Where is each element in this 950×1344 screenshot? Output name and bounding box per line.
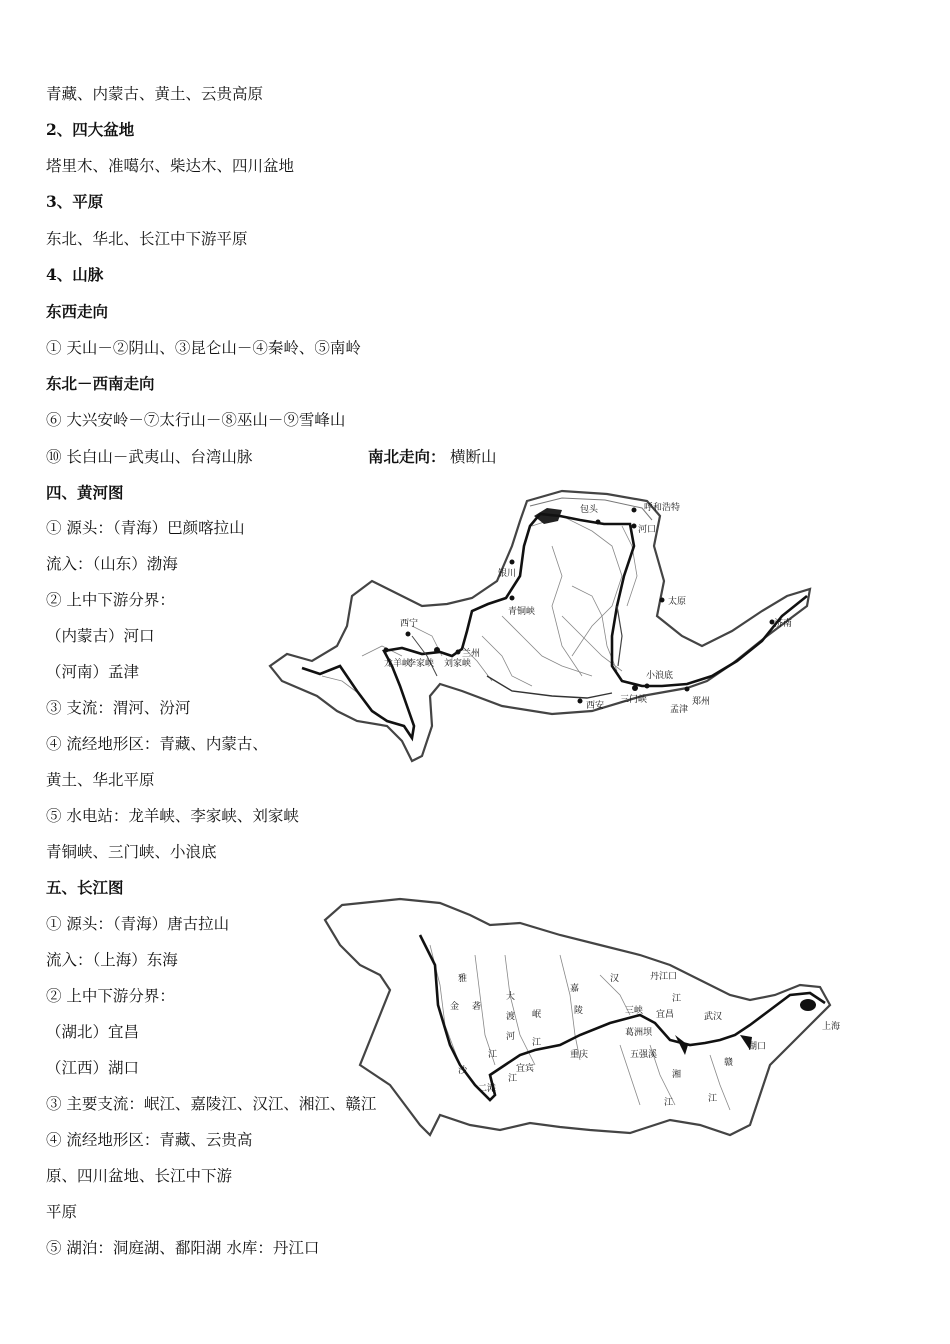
- svg-text:嘉: 嘉: [570, 984, 580, 994]
- svg-text:兰州: 兰州: [462, 649, 481, 659]
- svg-text:呼和浩特: 呼和浩特: [644, 503, 681, 513]
- svg-text:汉: 汉: [610, 974, 620, 984]
- svg-text:太原: 太原: [668, 597, 687, 607]
- text-line: ④ 流经地形区：青藏、内蒙古、: [46, 735, 268, 753]
- text-line: （江西）湖口: [46, 1059, 140, 1077]
- text-line: 流入：（上海）东海: [46, 951, 178, 969]
- svg-text:沙: 沙: [458, 1066, 468, 1076]
- text-line: ③ 支流：渭河、汾河: [46, 699, 191, 717]
- section-heading: 3、平原: [46, 192, 104, 211]
- svg-text:丹江口: 丹江口: [650, 972, 678, 982]
- svg-text:江: 江: [488, 1050, 498, 1060]
- text-line: ⑥ 大兴安岭－⑦太行山－⑧巫山－⑨雪峰山: [46, 411, 346, 429]
- subheading: 东西走向: [46, 302, 109, 321]
- svg-text:刘家峡: 刘家峡: [444, 659, 472, 669]
- svg-text:大: 大: [506, 992, 516, 1002]
- svg-text:三峡: 三峡: [625, 1006, 644, 1016]
- svg-text:李家峡: 李家峡: [407, 659, 435, 669]
- svg-text:渡: 渡: [506, 1012, 516, 1022]
- svg-text:青铜峡: 青铜峡: [508, 607, 536, 617]
- section-heading: 2、四大盆地: [46, 120, 135, 139]
- svg-text:宜昌: 宜昌: [656, 1010, 675, 1020]
- ns-label: 南北走向：: [368, 447, 446, 466]
- text-line: 流入：（山东）渤海: [46, 555, 178, 573]
- svg-text:上海: 上海: [822, 1022, 840, 1032]
- svg-text:郑州: 郑州: [692, 697, 711, 707]
- yangtze-river-course: [420, 935, 825, 1100]
- text-line: ④ 流经地形区：青藏、云贵高: [46, 1131, 253, 1149]
- svg-text:赣: 赣: [724, 1058, 734, 1068]
- svg-text:湘: 湘: [672, 1070, 682, 1080]
- text-line: ③ 主要支流：岷江、嘉陵江、汉江、湘江、赣江: [46, 1095, 377, 1113]
- terrain-lines: [322, 516, 637, 696]
- svg-text:龙羊峡: 龙羊峡: [384, 659, 412, 669]
- svg-text:孟津: 孟津: [670, 705, 689, 715]
- svg-text:西安: 西安: [586, 701, 605, 711]
- text-line: ① 源头：（青海）唐古拉山: [46, 915, 230, 933]
- svg-text:雅: 雅: [458, 974, 468, 984]
- text-line: 黄土、华北平原: [46, 771, 155, 789]
- section-heading: 四、黄河图: [46, 483, 124, 502]
- svg-text:包头: 包头: [580, 505, 599, 515]
- svg-text:济南: 济南: [774, 619, 793, 629]
- svg-text:二滩: 二滩: [478, 1084, 497, 1094]
- text-line: ⑩ 长白山－武夷山、台湾山脉: [46, 448, 253, 466]
- svg-text:河口: 河口: [638, 525, 657, 535]
- svg-text:小浪底: 小浪底: [646, 671, 674, 681]
- text-line: （内蒙古）河口: [46, 627, 155, 645]
- text-line: ⑤ 湖泊：洞庭湖、鄱阳湖 水库：丹江口: [46, 1239, 320, 1257]
- svg-text:江: 江: [532, 1038, 542, 1048]
- svg-text:宜宾: 宜宾: [516, 1064, 535, 1074]
- ns-value: 横断山: [450, 448, 497, 466]
- text-line: ② 上中下游分界：: [46, 591, 175, 609]
- yangtze-river-map: [320, 895, 840, 1145]
- svg-text:江: 江: [664, 1098, 674, 1108]
- yellow-river-labels: [384, 501, 792, 715]
- svg-text:江: 江: [708, 1094, 718, 1104]
- svg-text:重庆: 重庆: [570, 1050, 589, 1060]
- svg-text:砻: 砻: [472, 1002, 482, 1012]
- svg-text:陵: 陵: [574, 1006, 584, 1016]
- svg-text:江: 江: [508, 1074, 518, 1084]
- yangtze-basin-outline: [325, 899, 830, 1135]
- svg-text:三门峡: 三门峡: [620, 695, 648, 705]
- svg-text:岷: 岷: [532, 1010, 542, 1020]
- text-line: 东北、华北、长江中下游平原: [46, 230, 248, 248]
- svg-text:江: 江: [672, 994, 682, 1004]
- text-line: 青藏、内蒙古、黄土、云贵高原: [46, 85, 264, 103]
- text-line: 原、四川盆地、长江中下游: [46, 1167, 233, 1185]
- svg-text:五强溪: 五强溪: [630, 1050, 658, 1060]
- text-line: 塔里木、准噶尔、柴达木、四川盆地: [46, 157, 295, 175]
- yellow-river-map: [262, 486, 818, 768]
- text-line: （河南）孟津: [46, 663, 140, 681]
- yellow-river-course: [302, 514, 807, 738]
- svg-text:金: 金: [450, 1002, 460, 1012]
- svg-text:河: 河: [506, 1032, 516, 1042]
- text-line: （湖北）宜昌: [46, 1023, 140, 1041]
- section-heading: 五、长江图: [46, 878, 124, 897]
- subheading: 东北－西南走向: [46, 374, 155, 393]
- svg-text:湖口: 湖口: [748, 1042, 767, 1052]
- yellow-river-basin-outline: [270, 491, 810, 761]
- text-line: 青铜峡、三门峡、小浪底: [46, 843, 217, 861]
- text-line: ② 上中下游分界：: [46, 987, 175, 1005]
- svg-text:武汉: 武汉: [704, 1012, 723, 1022]
- svg-text:西宁: 西宁: [400, 619, 419, 629]
- svg-text:银川: 银川: [498, 569, 517, 579]
- text-line: 平原: [46, 1203, 78, 1221]
- svg-text:葛洲坝: 葛洲坝: [625, 1028, 653, 1038]
- text-line: ① 天山－②阴山、③昆仑山－④秦岭、⑤南岭: [46, 339, 361, 357]
- text-line: ① 源头：（青海）巴颜喀拉山: [46, 519, 245, 537]
- section-heading: 4、山脉: [46, 265, 104, 284]
- text-line: ⑤ 水电站：龙羊峡、李家峡、刘家峡: [46, 807, 299, 825]
